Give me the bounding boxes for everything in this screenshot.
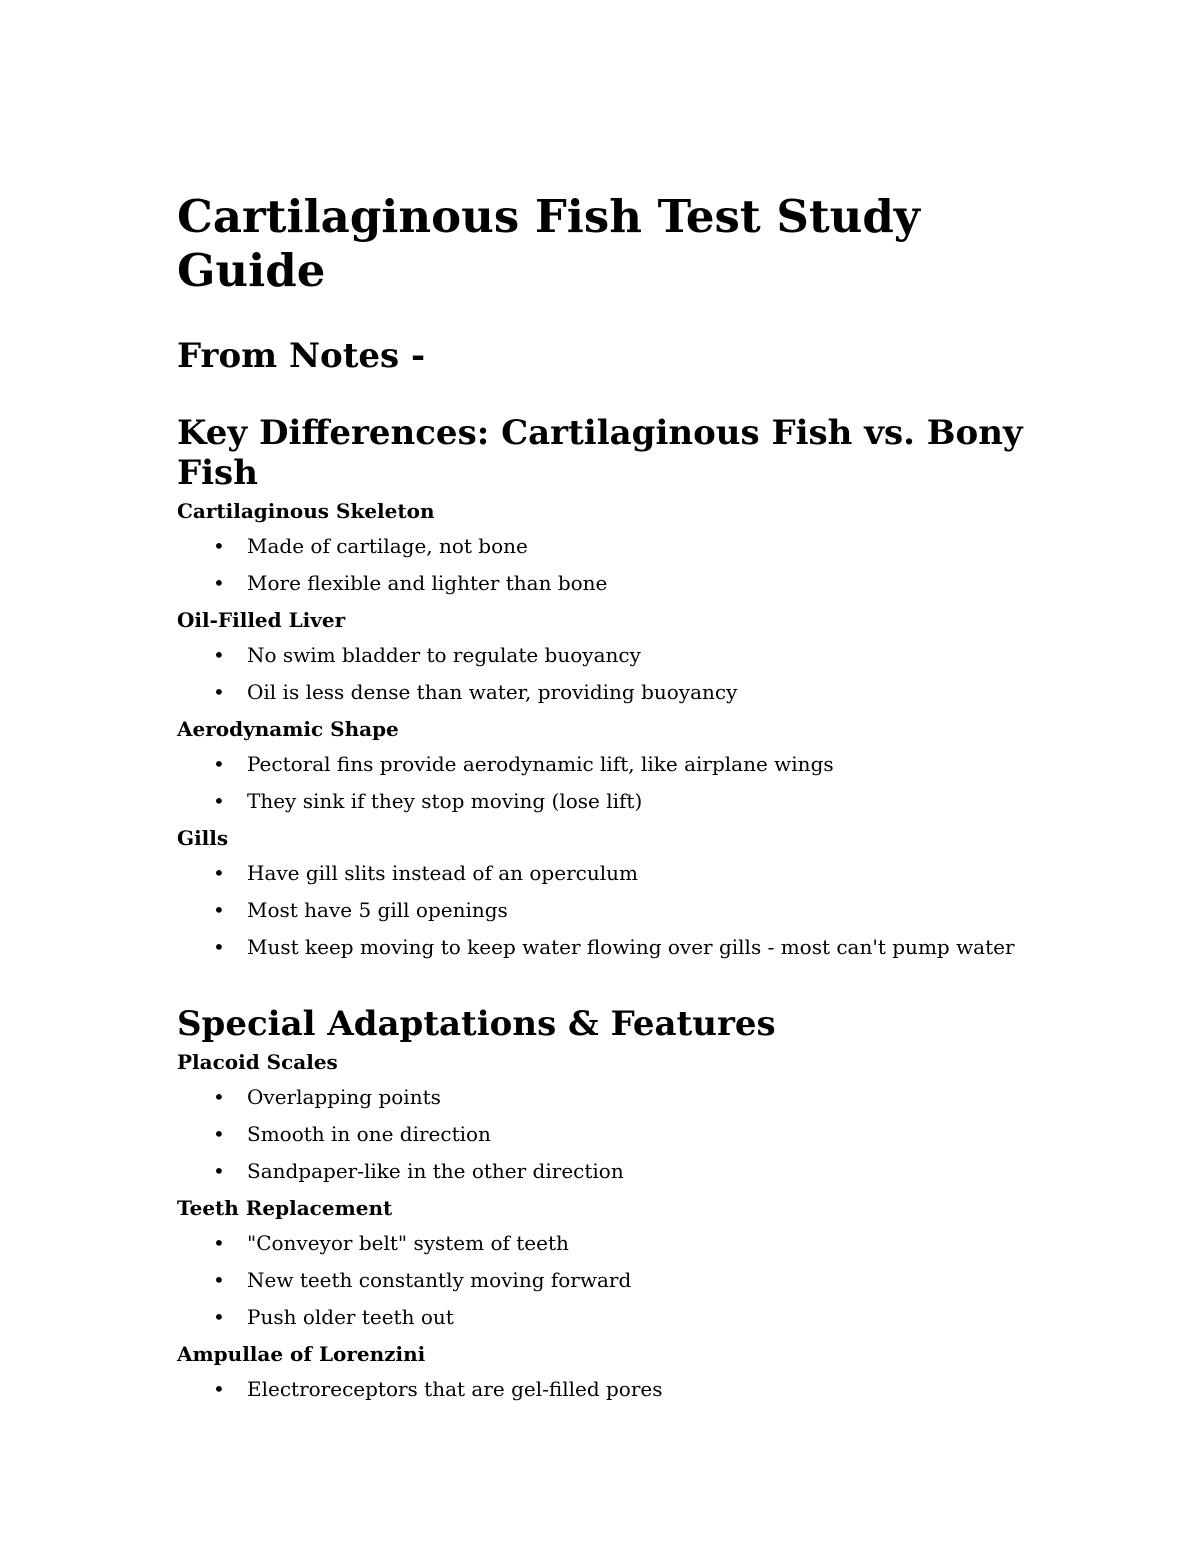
bullet-icon: •	[213, 534, 225, 558]
list-item-text: Oil is less dense than water, providing buoyancy	[247, 680, 738, 704]
group-cartilaginous-skeleton	[177, 493, 1027, 602]
bullet-icon: •	[213, 1159, 225, 1183]
group-gills	[177, 820, 1027, 966]
bullet-list	[177, 1079, 1027, 1190]
list-item-text: Overlapping points	[247, 1085, 441, 1109]
list-item-text: No swim bladder to regulate buoyancy	[247, 643, 641, 667]
list-item-text: Push older teeth out	[247, 1305, 454, 1329]
group-oil-filled-liver	[177, 602, 1027, 711]
group-heading: Ampullae of Lorenzini	[177, 1341, 426, 1366]
section-heading: Key Differences: Cartilaginous Fish vs. Bony Fish	[177, 413, 1023, 493]
list-item	[177, 929, 1027, 966]
list-item-text: Electroreceptors that are gel-filled pores	[247, 1377, 663, 1401]
bullet-icon: •	[213, 571, 225, 595]
document-page	[177, 190, 1027, 1408]
bullet-icon: •	[213, 1268, 225, 1292]
bullet-icon: •	[213, 789, 225, 813]
list-item-text: New teeth constantly moving forward	[247, 1268, 632, 1292]
from-notes-subtitle: From Notes -	[177, 336, 426, 376]
group-heading: Cartilaginous Skeleton	[177, 498, 435, 523]
list-item	[177, 637, 1027, 674]
bullet-icon: •	[213, 752, 225, 776]
document-title: Cartilaginous Fish Test Study Guide	[177, 190, 920, 297]
list-item	[177, 1116, 1027, 1153]
group-heading: Placoid Scales	[177, 1049, 338, 1074]
group-heading: Gills	[177, 825, 229, 850]
bullet-icon: •	[213, 1377, 225, 1401]
bullet-list	[177, 1371, 1027, 1408]
list-item-text: More flexible and lighter than bone	[247, 571, 608, 595]
bullet-icon: •	[213, 1231, 225, 1255]
list-item-text: Smooth in one direction	[247, 1122, 491, 1146]
section-heading: Special Adaptations & Features	[177, 1004, 776, 1044]
bullet-icon: •	[213, 1085, 225, 1109]
list-item-text: Must keep moving to keep water flowing over gills - most can't pump water	[247, 935, 1015, 959]
group-placoid-scales	[177, 1044, 1027, 1190]
list-item-text: Most have 5 gill openings	[247, 898, 508, 922]
bullet-icon: •	[213, 680, 225, 704]
section-special-adaptations	[177, 1004, 1027, 1408]
bullet-list	[177, 637, 1027, 711]
list-item	[177, 746, 1027, 783]
list-item	[177, 783, 1027, 820]
list-item	[177, 892, 1027, 929]
bullet-icon: •	[213, 1305, 225, 1329]
group-heading: Teeth Replacement	[177, 1195, 393, 1220]
bullet-icon: •	[213, 643, 225, 667]
list-item	[177, 1225, 1027, 1262]
bullet-icon: •	[213, 935, 225, 959]
bullet-icon: •	[213, 898, 225, 922]
group-teeth-replacement	[177, 1190, 1027, 1336]
list-item	[177, 855, 1027, 892]
bullet-icon: •	[213, 861, 225, 885]
section-key-differences	[177, 413, 1027, 966]
bullet-list	[177, 746, 1027, 820]
list-item	[177, 674, 1027, 711]
bullet-list	[177, 1225, 1027, 1336]
bullet-list	[177, 528, 1027, 602]
list-item-text: Made of cartilage, not bone	[247, 534, 528, 558]
group-aerodynamic-shape	[177, 711, 1027, 820]
list-item-text: "Conveyor belt" system of teeth	[247, 1231, 569, 1255]
list-item	[177, 1371, 1027, 1408]
list-item	[177, 1079, 1027, 1116]
list-item	[177, 1262, 1027, 1299]
list-item-text: Have gill slits instead of an operculum	[247, 861, 638, 885]
list-item	[177, 1299, 1027, 1336]
group-ampullae-of-lorenzini	[177, 1336, 1027, 1408]
list-item-text: They sink if they stop moving (lose lift)	[247, 789, 643, 813]
list-item-text: Sandpaper-like in the other direction	[247, 1159, 624, 1183]
list-item	[177, 1153, 1027, 1190]
bullet-icon: •	[213, 1122, 225, 1146]
group-heading: Aerodynamic Shape	[177, 716, 399, 741]
list-item-text: Pectoral fins provide aerodynamic lift, like airplane wings	[247, 752, 834, 776]
bullet-list	[177, 855, 1027, 966]
list-item	[177, 528, 1027, 565]
group-heading: Oil-Filled Liver	[177, 607, 346, 632]
list-item	[177, 565, 1027, 602]
